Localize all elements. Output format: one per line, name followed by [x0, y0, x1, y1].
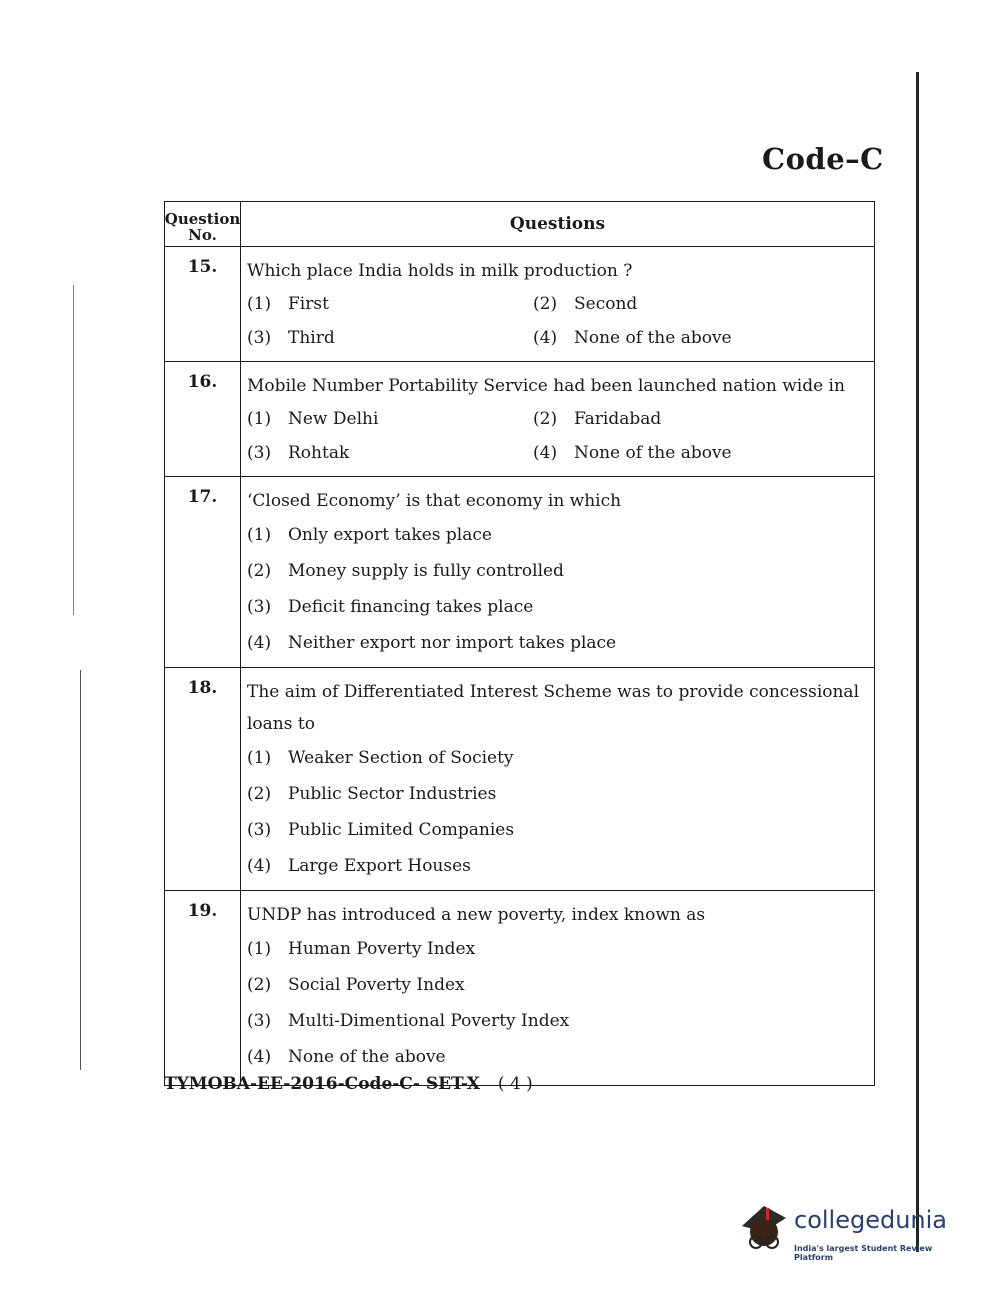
- option: (4) Large Export Houses: [247, 856, 471, 876]
- option: (1) Human Poverty Index: [247, 939, 476, 959]
- question-number: 18.: [165, 668, 241, 891]
- header-no-line1: Question: [164, 210, 241, 228]
- option: (1) First: [247, 294, 329, 314]
- page-number: ( 4 ): [497, 1074, 533, 1094]
- question-stem: UNDP has introduced a new poverty, index known as: [247, 905, 706, 925]
- option: (2) Second: [533, 294, 638, 314]
- question-row: [165, 668, 875, 891]
- option: (1) Weaker Section of Society: [247, 748, 514, 768]
- question-stem: ‘Closed Economy’ is that economy in which: [247, 491, 622, 511]
- question-cell: [241, 477, 875, 668]
- code-label: Code–C: [762, 142, 884, 176]
- option: (3) Multi-Dimentional Poverty Index: [247, 1011, 570, 1031]
- question-number: 16.: [165, 362, 241, 477]
- option: (2) Faridabad: [533, 409, 662, 429]
- option: (2) Public Sector Industries: [247, 784, 497, 804]
- option: (3) Public Limited Companies: [247, 820, 515, 840]
- question-cell: [241, 247, 875, 362]
- question-row: [165, 891, 875, 1086]
- question-cell: [241, 891, 875, 1086]
- option: (1) Only export takes place: [247, 525, 492, 545]
- question-number: 17.: [165, 477, 241, 668]
- collegedunia-logo: [736, 1196, 966, 1266]
- table-header-row: [165, 202, 875, 247]
- option: (1) New Delhi: [247, 409, 379, 429]
- option: (3) Deficit financing takes place: [247, 597, 534, 617]
- option: (4) None of the above: [533, 443, 732, 463]
- brand-tagline: India's largest Student Review Platform: [794, 1244, 933, 1262]
- header-question-no: [165, 202, 241, 247]
- option: (2) Money supply is fully controlled: [247, 561, 564, 581]
- footer-code: TYMOBA-EE-2016-Code-C- SET-X: [164, 1074, 480, 1094]
- question-row: [165, 477, 875, 668]
- question-cell: [241, 362, 875, 477]
- mascot-icon: [736, 1198, 792, 1258]
- question-row: [165, 362, 875, 477]
- scan-margin-line: [73, 285, 74, 615]
- brand-name: collegedunia: [794, 1206, 948, 1234]
- option: (4) Neither export nor import takes place: [247, 633, 617, 653]
- scan-margin-line: [80, 670, 81, 1070]
- option: (3) Third: [247, 328, 335, 348]
- header-no-line2: No.: [188, 226, 217, 244]
- question-stem: The aim of Differentiated Interest Scheme was to provide concessional loans to: [247, 682, 860, 734]
- question-number: 19.: [165, 891, 241, 1086]
- footer: [164, 1074, 533, 1094]
- header-questions: Questions: [241, 202, 875, 247]
- option: (4) None of the above: [247, 1047, 446, 1067]
- option: (4) None of the above: [533, 328, 732, 348]
- question-row: [165, 247, 875, 362]
- question-stem: Which place India holds in milk production ?: [247, 261, 633, 281]
- question-cell: [241, 668, 875, 891]
- option: (2) Social Poverty Index: [247, 975, 465, 995]
- option: (3) Rohtak: [247, 443, 350, 463]
- question-number: 15.: [165, 247, 241, 362]
- question-table: [164, 201, 875, 1086]
- scan-edge-line: [916, 72, 919, 1252]
- question-stem: Mobile Number Portability Service had been launched nation wide in: [247, 376, 845, 396]
